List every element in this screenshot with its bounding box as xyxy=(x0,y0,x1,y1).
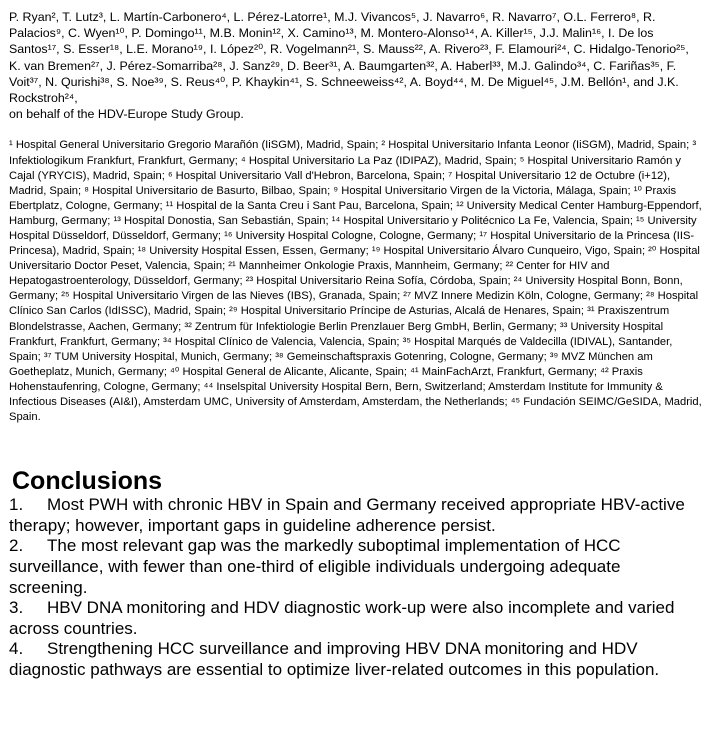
conclusion-text: Strengthening HCC surveillance and improving HBV DNA monitoring and HDV diagnostic pathways are essential to optimize liver-related outcomes in this population. xyxy=(9,639,660,679)
conclusions-list xyxy=(9,495,703,680)
conclusion-item xyxy=(9,639,703,680)
conclusion-number: 3. xyxy=(9,598,24,618)
conclusion-text: The most relevant gap was the markedly suboptimal implementation of HCC surveillance, with fewer than one-third of eligible individuals undergoing adequate screening. xyxy=(9,536,621,597)
conclusion-text: HBV DNA monitoring and HDV diagnostic work-up were also incomplete and varied across countries. xyxy=(9,598,675,638)
conclusions-heading: Conclusions xyxy=(12,467,163,496)
authors-text: P. Ryan², T. Lutz³, L. Martín-Carbonero⁴, L. Pérez-Latorre¹, M.J. Vivancos⁵, J. Navarro⁶, R. Navarro⁷, O.L. Ferrero⁸, R. Palacios⁹, C. Wyen¹⁰, P. Domingo¹¹, M.B. Monin¹², X. Camino¹³, M. Montero-Alonso¹⁴, A. Killer¹⁵, J.J. Malin¹⁶, I. De los Santos¹⁷, S. Esser¹⁸, L.E. Morano¹⁹, I. López²⁰, R. Vogelmann²¹, S. Mauss²², A. Rivero²³, F. Elamouri²⁴, C. Hidalgo-Tenorio²⁵, K. van Bremen²⁷, J. Pérez-Somarriba²⁸, J. Sanz²⁹, D. Beer³¹, A. Baumgarten³², A. Haberl³³, M.J. Galindo³⁴, C. Fariñas³⁵, F. Voit³⁷, N. Qurishi³⁸, S. Noe³⁹, S. Reus⁴⁰, P. Khaykin⁴¹, S. Schneeweiss⁴², A. Boyd⁴⁴, M. De Miguel⁴⁵, J.M. Bellón¹, and J.K. Rockstroh²⁴, xyxy=(9,10,689,106)
affiliations: ¹ Hospital General Universitario Gregorio Marañón (IiSGM), Madrid, Spain; ² Hospital Universitario Infanta Leonor (IiSGM), Madrid, Spain; ³ Infektiologikum Frankfurt, Frankfurt, Germany; ⁴ Hospital Universitario La Paz (IDIPAZ), Madrid, Spain; ⁵ Hospital Universitario Ramón y Cajal (YRYCIS), Madrid, Spain; ⁶ Hospital Universitario Vall d'Hebron, Barcelona, Spain; ⁷ Hospital Universitario 12 de Octubre (i+12), Madrid, Spain; ⁸ Hospital Universitario de Basurto, Bilbao, Spain; ⁹ Hospital Universitario Virgen de la Victoria, Málaga, Spain; ¹⁰ Praxis Ebertplatz, Cologne, Germany; ¹¹ Hospital de la Santa Creu i Sant Pau, Barcelona, Spain; ¹² University Medical Center Hamburg-Eppendorf, Hamburg, Germany; ¹³ Hospital Donostia, San Sebastián, Spain; ¹⁴ Hospital Universitario y Politécnico La Fe, Valencia, Spain; ¹⁵ University Hospital Düsseldorf, Düsseldorf, Germany; ¹⁶ University Hospital Cologne, Cologne, Germany; ¹⁷ Hospital Universitario de la Princesa (IIS-Princesa), Madrid, Spain; ¹⁸ University Hospital Essen, Essen, Germany; ¹⁹ Hospital Universitario Álvaro Cunqueiro, Vigo, Spain; ²⁰ Hospital Universitario Doctor Peset, Valencia, Spain; ²¹ Mannheimer Onkologie Praxis, Mannheim, Germany; ²² Center for HIV and Hepatogastroenterology, Düsseldorf, Germany; ²³ Hospital Universitario Reina Sofía, Córdoba, Spain; ²⁴ University Hospital Bonn, Bonn, Germany; ²⁵ Hospital Universitario Virgen de las Nieves (IBS), Granada, Spain; ²⁷ MVZ Innere Medizin Köln, Cologne, Germany; ²⁸ Hospital Clínico San Carlos (IdISSC), Madrid, Spain; ²⁹ Hospital Universitario Príncipe de Asturias, Alcalá de Henares, Spain; ³¹ Praxiszentrum Blondelstrasse, Aachen, Germany; ³² Zentrum für Infektiologie Berlin Prenzlauer Berg GmbH, Berlin, Germany; ³³ University Hospital Frankfurt, Frankfurt, Germany; ³⁴ Hospital Clínico de Valencia, Valencia, Spain; ³⁵ Hospital Marqués de Valdecilla (IDIVAL), Santander, Spain; ³⁷ TUM University Hospital, Munich, Germany; ³⁸ Gemeinschaftspraxis Gotenring, Cologne, Germany; ³⁹ MVZ München am Goetheplatz, Munich, Germany; ⁴⁰ Hospital General de Alicante, Alicante, Spain; ⁴¹ MainFachArzt, Frankfurt, Germany; ⁴² Praxis Hohenstaufenring, Cologne, Germany; ⁴⁴ Inselspital University Hospital Bern, Bern, Switzerland; Amsterdam Institute for Immunity & Infectious Diseases (AI&I), Amsterdam UMC, University of Amsterdam, Amsterdam, the Netherlands; ⁴⁵ Fundación SEIMC/GeSIDA, Madrid, Spain. xyxy=(9,139,702,424)
conclusion-item xyxy=(9,495,703,536)
conclusion-number: 1. xyxy=(9,495,24,515)
conclusion-number: 4. xyxy=(9,639,24,659)
conclusion-number: 2. xyxy=(9,536,24,556)
author-list xyxy=(9,9,703,122)
study-group-text: on behalf of the HDV-Europe Study Group. xyxy=(9,107,244,122)
conclusion-item xyxy=(9,598,703,639)
conclusion-text: Most PWH with chronic HBV in Spain and Germany received appropriate HBV-active therapy; however, important gaps in guideline adherence persist. xyxy=(9,495,685,535)
conclusion-item xyxy=(9,536,703,598)
